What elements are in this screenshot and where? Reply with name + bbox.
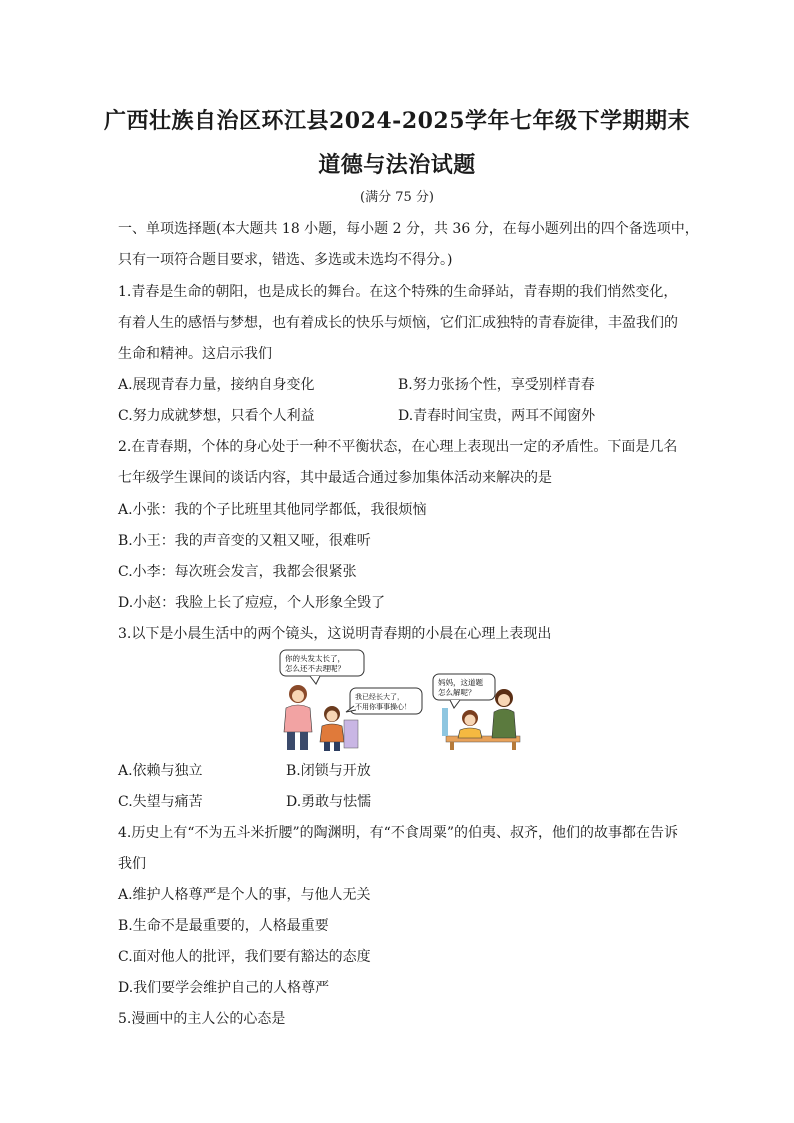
bubble2-text-line2: 不用你事事操心！ [355,703,411,711]
q3-comic-illustration [270,646,530,752]
q2-option-b: B.小王：我的声音变的又粗又哑，很难听 [118,533,371,549]
section-instructions-line2: 只有一项符合题目要求，错选、多选或未选均不得分。) [118,252,453,268]
q5-stem: 5.漫画中的主人公的心态是 [118,1011,286,1027]
bubble1-text-line1: 你的头发太长了， [285,654,345,663]
q4-option-b: B.生命不是最重要的，人格最重要 [118,918,329,934]
section-instructions-line1: 一、单项选择题(本大题共 18 小题，每小题 2 分，共 36 分，在每小题列出的四个备选项中， [118,221,699,237]
bubble3-text-line2: 怎么解呢？ [438,688,476,697]
q1-option-d: D.青春时间宝贵，两耳不闻窗外 [398,408,596,424]
q4-stem-line2: 我们 [118,856,146,872]
q1-option-a: A.展现青春力量，接纳自身变化 [118,377,315,393]
q3-option-b: B.闭锁与开放 [286,763,371,779]
mother-figure [284,685,312,750]
q3-option-a: A.依赖与独立 [118,763,203,779]
q1-option-b: B.努力张扬个性，享受别样青春 [398,377,595,393]
q3-option-c: C.失望与痛苦 [118,794,203,810]
q1-stem-line3: 生命和精神。这启示我们 [118,346,272,362]
exam-title-line2: 道德与法治试题 [318,152,476,178]
bubble1-text-line2: 怎么还不去理呢？ [285,664,345,673]
q1-stem-line1: 1.青春是生命的朝阳，也是成长的舞台。在这个特殊的生命驿站，青春期的我们悄然变化， [118,284,678,300]
q4-option-a: A.维护人格尊严是个人的事，与他人无关 [118,887,371,903]
full-score-note: (满分 75 分) [360,190,434,205]
q3-option-d: D.勇敢与怯懦 [286,794,372,810]
bubble2-text-line1: 我已经长大了， [355,693,404,701]
bubble3-text-line1: 妈妈，这道题 [438,678,483,687]
q2-stem-line1: 2.在青春期，个体的身心处于一种不平衡状态，在心理上表现出一定的矛盾性。下面是几名 [118,439,678,455]
q3-stem: 3.以下是小晨生活中的两个镜头，这说明青春期的小晨在心理上表现出 [118,626,552,642]
q2-stem-line2: 七年级学生课间的谈话内容，其中最适合通过参加集体活动来解决的是 [118,470,552,486]
q4-option-c: C.面对他人的批评，我们要有豁达的态度 [118,949,371,965]
q4-stem-line1: 4.历史上有“不为五斗米折腰”的陶渊明，有“不食周粟”的伯夷、叔齐，他们的故事都在告诉 [118,825,678,841]
q2-option-a: A.小张：我的个子比班里其他同学都低，我很烦恼 [118,502,427,518]
exam-title-line1: 广西壮族自治区环江县2024-2025学年七年级下学期期末 [103,108,691,134]
q2-option-d: D.小赵：我脸上长了痘痘，个人形象全毁了 [118,595,386,611]
q1-stem-line2: 有着人生的感悟与梦想，也有着成长的快乐与烦恼，它们汇成独特的青春旋律，丰盈我们的 [118,315,678,331]
q1-option-c: C.努力成就梦想，只看个人利益 [118,408,315,424]
q2-option-c: C.小李：每次班会发言，我都会很紧张 [118,564,357,580]
q4-option-d: D.我们要学会维护自己的人格尊严 [118,980,330,996]
